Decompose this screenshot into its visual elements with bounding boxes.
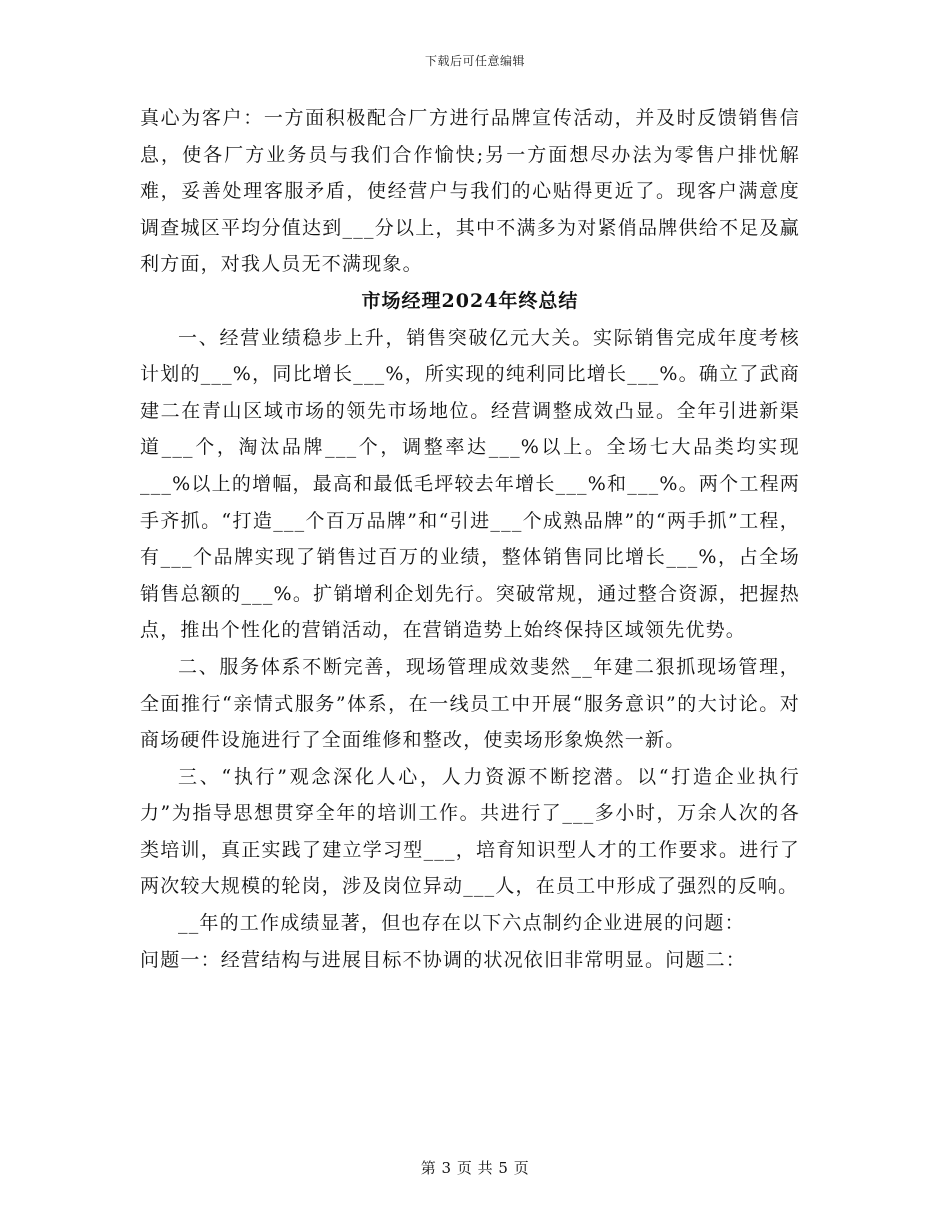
page-header: 下载后可任意编辑: [424, 54, 525, 68]
document-body: [140, 100, 800, 978]
paragraph-3: 三、“执行”观念深化人心，人力资源不断挖潜。以“打造企业执行力”为指导思想贯穿全年的培训工作。共进行了___多小时，万余人次的各类培训，真正实践了建立学习型___，培育知识型人才的工作要求。进行了两次较大规模的轮岗，涉及岗位异动___人，在员工中形成了强烈的反响。: [140, 765, 800, 898]
paragraph-2: 二、服务体系不断完善，现场管理成效斐然__年建二狠抓现场管理，全面推行“亲情式服务”体系，在一线员工中开展“服务意识”的大讨论。对商场硬件设施进行了全面维修和整改，使卖场形象焕然一新。: [140, 655, 800, 752]
paragraph-intro: 真心为客户：一方面积极配合厂方进行品牌宣传活动，并及时反馈销售信息，使各厂方业务员与我们合作愉快;另一方面想尽办法为零售户排忧解难，妥善处理客服矛盾，使经营户与我们的心贴得更近了。现客户满意度调查城区平均分值达到___分以上，其中不满多为对紧俏品牌供给不足及赢利方面，对我人员无不满现象。: [140, 107, 800, 276]
paragraph-1: 一、经营业绩稳步上升，销售突破亿元大关。实际销售完成年度考核计划的___%，同比增长___%，所实现的纯利同比增长___%。确立了武商建二在青山区域市场的领先市场地位。经营调整成效凸显。全年引进新渠道___个，淘汰品牌___个，调整率达___%以上。全场七大品类均实现___%以上的增幅，最高和最低毛坪较去年增长___%和___%。两个工程两手齐抓。“打造___个百万品牌”和“引进___个成熟品牌”的“两手抓”工程，有___个品牌实现了销售过百万的业绩，整体销售同比增长___%，占全场销售总额的___%。扩销增利企划先行。突破常规，通过整合资源，把握热点，推出个性化的营销活动，在营销造势上始终保持区域领先优势。: [140, 326, 801, 642]
section-title: 市场经理2024年终总结: [361, 289, 579, 312]
paragraph-4: __年的工作成绩显著，但也存在以下六点制约企业进展的问题：: [178, 912, 745, 935]
paragraph-5: 问题一：经营结构与进展目标不协调的状况依旧非常明显。问题二：: [140, 948, 747, 971]
page-footer: 第 3 页 共 5 页: [420, 1159, 530, 1177]
